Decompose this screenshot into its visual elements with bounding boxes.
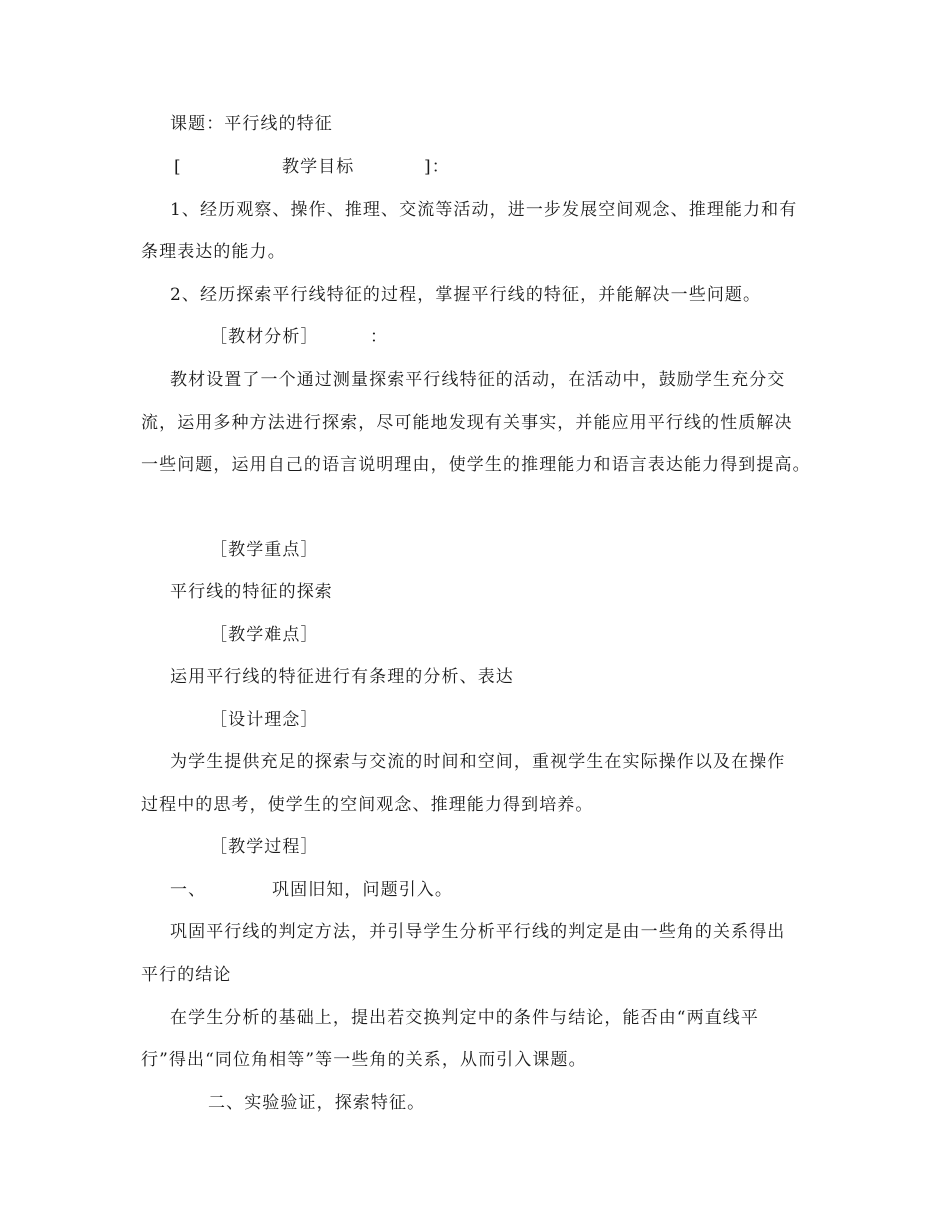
- process-heading: ［教学过程］: [210, 837, 319, 857]
- step-1-number: 一、: [170, 880, 207, 900]
- analysis-colon: ：: [370, 327, 389, 347]
- difficulty-heading: ［教学难点］: [210, 625, 319, 645]
- objective-1-line-2: 条理表达的能力。: [141, 242, 286, 262]
- design-paragraph-line-1: 为学生提供充足的探索与交流的时间和空间，重视学生在实际操作以及在操作: [170, 752, 786, 772]
- lesson-title: 课题：平行线的特征: [170, 114, 333, 134]
- objective-2: 2、经历探索平行线特征的过程，掌握平行线的特征，并能解决一些问题。: [170, 285, 762, 305]
- step-1-paragraph-line-1: 巩固平行线的判定方法，并引导学生分析平行线的判定是由一些角的关系得出: [170, 922, 786, 942]
- key-points-text: 平行线的特征的探索: [170, 582, 333, 602]
- objectives-bracket-open: [: [174, 157, 182, 177]
- objectives-heading: 教学目标: [282, 157, 355, 177]
- analysis-paragraph-line-2: 流，运用多种方法进行探索，尽可能地发现有关事实，并能应用平行线的性质解决: [141, 413, 793, 433]
- step-1-paragraph-line-4: 行”得出“同位角相等”等一些角的关系，从而引入课题。: [141, 1050, 587, 1070]
- key-points-heading: ［教学重点］: [210, 540, 319, 560]
- analysis-paragraph-line-1: 教材设置了一个通过测量探索平行线特征的活动，在活动中，鼓励学生充分交: [170, 370, 786, 390]
- design-paragraph-line-2: 过程中的思考，使学生的空间观念、推理能力得到培养。: [141, 795, 594, 815]
- design-heading: ［设计理念］: [210, 710, 319, 730]
- objectives-bracket-close: ]：: [424, 157, 450, 177]
- step-1-paragraph-line-3: 在学生分析的基础上，提出若交换判定中的条件与结论，能否由“两直线平: [170, 1008, 759, 1028]
- step-1-paragraph-line-2: 平行的结论: [141, 965, 232, 985]
- objective-1-line-1: 1、经历观察、操作、推理、交流等活动，进一步发展空间观念、推理能力和有: [170, 200, 798, 220]
- step-2-title: 二、实验验证，探索特征。: [208, 1093, 426, 1113]
- analysis-heading: ［教材分析］: [210, 327, 319, 347]
- step-1-title: 巩固旧知，问题引入。: [272, 880, 453, 900]
- difficulty-text: 运用平行线的特征进行有条理的分析、表达: [170, 667, 514, 687]
- analysis-paragraph-line-3: 一些问题，运用自己的语言说明理由，使学生的推理能力和语言表达能力得到提高。: [141, 455, 811, 475]
